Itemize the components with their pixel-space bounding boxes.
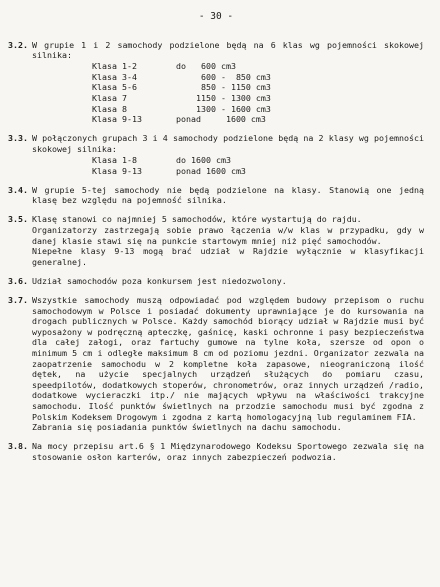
section-body xyxy=(32,441,424,462)
section-body xyxy=(32,214,424,267)
class-row: Klasa 1-2 do 600 cm3 xyxy=(92,61,236,72)
class-row: Klasa 9-13 ponad 1600 cm3 xyxy=(92,165,246,176)
class-row: Klasa 8 1300 - 1600 cm3 xyxy=(92,103,271,114)
section-text: W grupie 1 i 2 samochody podzielone będą na 6 klas wg pojemności skokowej silnika: xyxy=(32,39,424,61)
paragraph: Udział samochodów poza konkursem jest niedozwolony. xyxy=(32,275,287,286)
section-body xyxy=(32,133,424,176)
class-row: Klasa 5-6 850 - 1150 cm3 xyxy=(92,82,271,93)
paragraph: Zabrania się posiadania punktów świetlnych na dachu samochodu. xyxy=(32,422,342,433)
paragraph: Organizatorzy zastrzegają sobie prawo łączenia w/w klas w przypadku, gdy w danej klasie stawi się na punkcie startowym mniej niż pięć samochodów. xyxy=(32,225,424,246)
section-body xyxy=(32,276,424,287)
section-text: W połączonych grupach 3 i 4 samochody podzielone będą na 2 klasy wg pojemności skokowej silnika: xyxy=(32,133,424,154)
section-body xyxy=(32,185,424,206)
section-number: 3.5. xyxy=(8,214,28,225)
section-number: 3.4. xyxy=(8,184,28,195)
section-3-6 xyxy=(8,276,424,287)
section-number: 3.3. xyxy=(8,133,28,144)
paragraph: Wszystkie samochody muszą odpowiadać pod względem budowy przepisom o ruchu samochodowym w Polsce i posiadać dokumenty uprawniające je do kursowania na drogach publicznych w Polsce. Każdy samochód biorący udział w Rajdzie musi być wyposażony w podręczną apteczkę, gaśnicę, kaski ochronne i pasy bezpieczeństwa dla całej załogi, oraz fartuchy gumowe na tylne koła, szersze od opon o minimum 5 cm i odległe maksimum 8 cm od poziomu jezdni. Organizator zezwala na zaopatrzenie samochodu w 2 kompletne koła zapasowe, nieograniczoną ilość dętek, na użycie specjalnych urządzeń służących do pomiaru czasu, speedpilotów, dodatkowych stoperów, chronometrów, oraz innych urządzeń /radio, dodatkowe wycieraczki itp./ nie mających wpływu na właściwości trakcyjne samochodu. Ilość punktów świetlnych na przodzie samochodu musi być zgodna z Polskim Kodeksem Drogowym i zgodna z kartą homologacyjną lub regulaminem FIA. xyxy=(32,294,424,422)
section-number: 3.2. xyxy=(8,39,28,50)
section-3-3 xyxy=(8,133,424,176)
class-row: Klasa 1-8 do 1600 cm3 xyxy=(92,155,231,166)
paragraph: Klasę stanowi co najmniej 5 samochodów, które wystartują do rajdu. xyxy=(32,214,362,225)
section-number: 3.7. xyxy=(8,294,28,305)
paragraph: Na mocy przepisu art.6 § 1 Międzynarodowego Kodeksu Sportowego zezwala się na stosowanie osłon karterów, oraz innych zabezpieczeń podwozia. xyxy=(32,441,424,462)
section-body xyxy=(32,40,424,125)
class-table xyxy=(92,155,246,176)
paragraph: W grupie 5-tej samochody nie będą podzielone na klasy. Stanowią one jedną klasę bez względu na pojemność silnika. xyxy=(32,184,424,206)
page-number: - 30 - xyxy=(198,11,234,22)
section-number: 3.8. xyxy=(8,441,28,452)
class-row: Klasa 7 1150 - 1300 cm3 xyxy=(92,93,271,104)
section-3-7 xyxy=(8,295,424,433)
section-body xyxy=(32,295,424,433)
paragraph: Niepełne klasy 9-13 mogą brać udział w Rajdzie wyłącznie w klasyfikacji generalnej. xyxy=(32,246,424,267)
section-number: 3.6. xyxy=(8,275,28,286)
class-row: Klasa 9-13 ponad 1600 cm3 xyxy=(92,114,266,125)
section-3-4 xyxy=(8,185,424,206)
class-table xyxy=(92,61,271,125)
section-3-8 xyxy=(8,441,424,462)
section-3-2 xyxy=(8,40,424,125)
section-3-5 xyxy=(8,214,424,267)
class-row: Klasa 3-4 600 - 850 cm3 xyxy=(92,71,271,82)
